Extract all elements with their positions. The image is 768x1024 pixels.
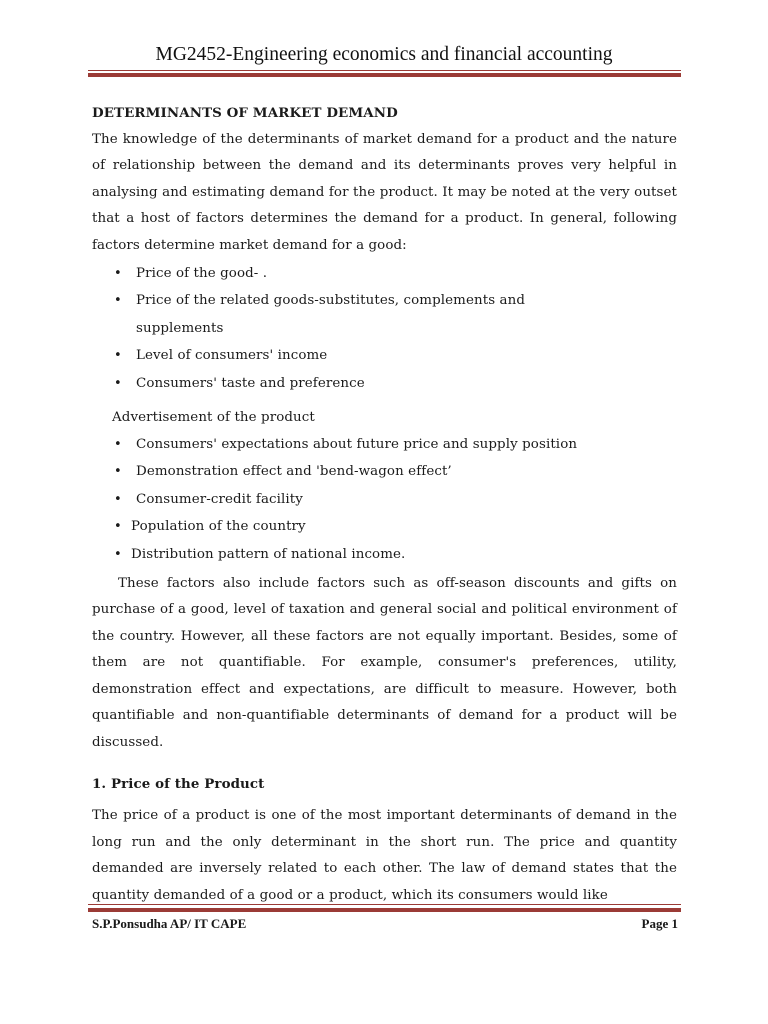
list-item-text: Consumers' taste and preference: [136, 375, 365, 391]
list-item: [92, 342, 677, 370]
list-item-text: Distribution pattern of national income.: [131, 546, 406, 562]
list-item: [92, 260, 677, 288]
list-item-text: Level of consumers' income: [136, 348, 328, 364]
intro-paragraph: The knowledge of the determinants of market demand for a product and the nature of relationship between the demand and its determinants proves very helpful in analysing and estimating demand for the product. It may be noted at the very outset that a host of factors determines the demand for a product. In general, following factors determine market demand for a good:: [92, 131, 677, 253]
list-item: [92, 513, 677, 541]
closing-paragraph: These factors also include factors such as off-season discounts and gifts on purchase of a good, level of taxation and general social and political environment of the country. However, all these factors are not equally important. Besides, some of them are not quantifiable. For example, consumer's preferences, utility, demonstration effect and expectations, are difficult to measure. However, both quantifiable and non-quantifiable determinants of demand for a product will be discussed.: [92, 575, 677, 751]
list-item: [92, 541, 677, 569]
list-item-continuation: supplements: [136, 320, 224, 336]
factor-list-b: [92, 431, 677, 569]
header-rule-thick: [88, 73, 681, 77]
list-item: [92, 431, 677, 459]
page-header-title: MG2452-Engineering economics and financial accounting: [155, 44, 613, 65]
list-item: [92, 486, 677, 514]
footer-page-number: Page 1: [641, 916, 678, 931]
factor-list-a: [92, 260, 677, 398]
list-item-text: Consumers' expectations about future price and supply position: [136, 436, 578, 452]
list-item-text: Price of the good- .: [136, 265, 268, 281]
section-heading-determinants: DETERMINANTS OF MARKET DEMAND: [92, 105, 398, 121]
price-paragraph: The price of a product is one of the most important determinants of demand in the long run and the only determinant in the short run. The price and quantity demanded are inversely related to each other. The law of demand states that the quantity demanded of a good or a product, which its consumers would like: [92, 808, 677, 904]
page-content: [92, 100, 677, 910]
list-item: [92, 458, 677, 486]
list-item-text: Demonstration effect and 'bend-wagon effect’: [136, 464, 452, 480]
footer-rule-thick: [88, 908, 681, 912]
header-rule-thin: [88, 70, 681, 71]
footer-rule-thin: [88, 904, 681, 905]
list-item: [92, 287, 677, 342]
list-item-text: Consumer-credit facility: [136, 491, 303, 507]
footer-author: S.P.Ponsudha AP/ IT CAPE: [92, 916, 247, 931]
plain-factor-item: Advertisement of the product: [112, 409, 315, 425]
section-heading-price: 1. Price of the Product: [92, 775, 265, 792]
list-item: [92, 370, 677, 398]
list-item-text: Price of the related goods-substitutes, complements and: [136, 293, 525, 309]
list-item-text: Population of the country: [131, 519, 306, 535]
